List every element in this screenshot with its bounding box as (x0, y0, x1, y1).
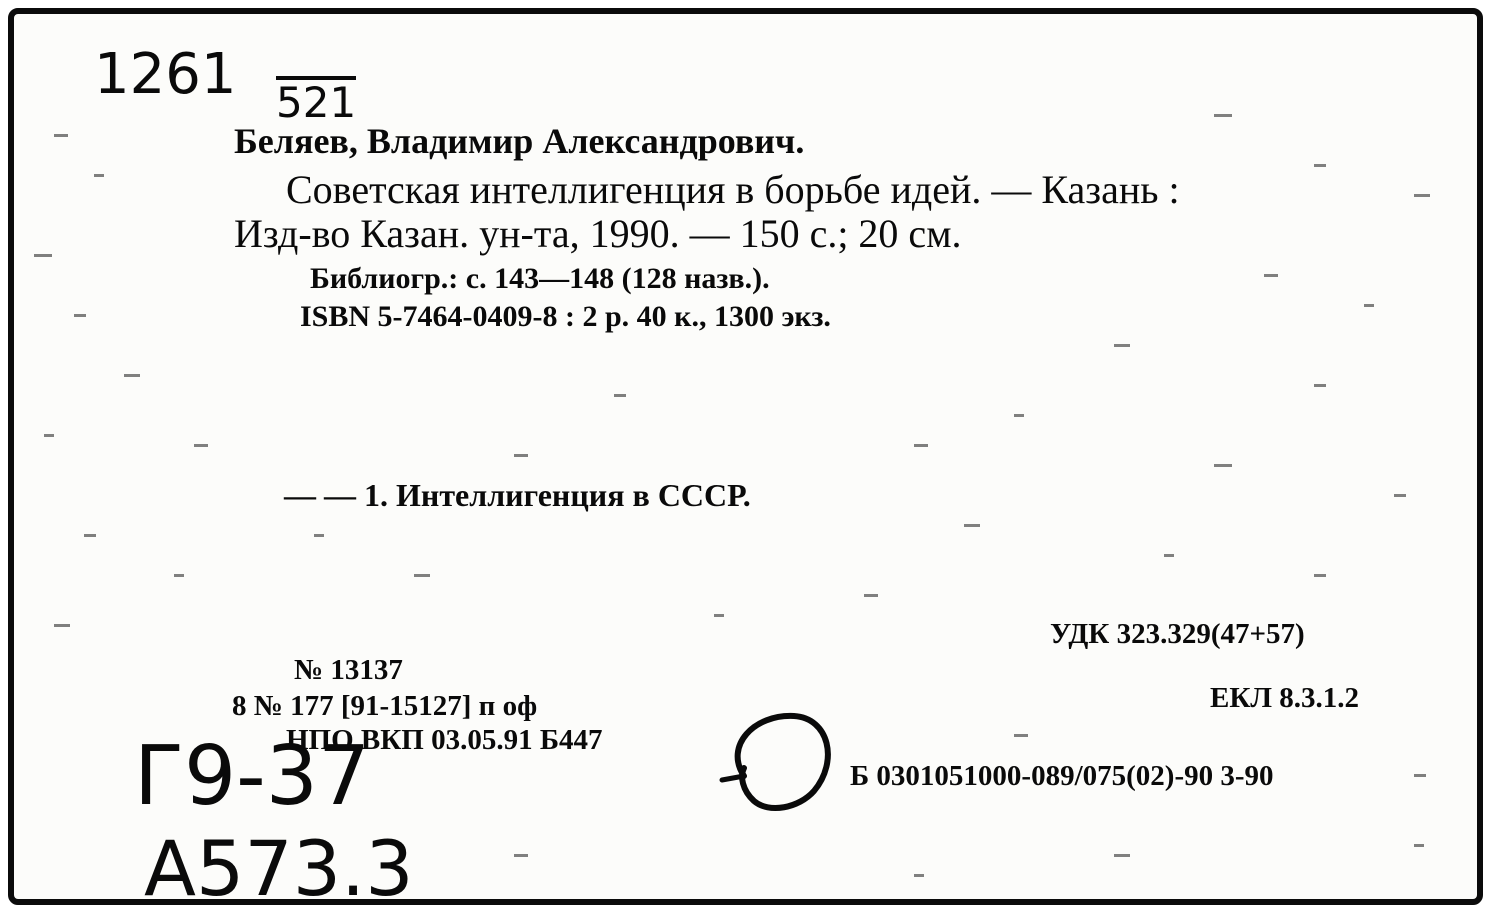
handwritten-code: 1261 (94, 42, 237, 107)
title-line-2: Изд-во Казан. ун-та, 1990. — 150 с.; 20 см. (234, 211, 962, 256)
subject-heading: — — 1. Интеллигенция в СССР. (284, 477, 751, 513)
circle-stamp-icon (714, 706, 844, 826)
catalog-card (8, 8, 1483, 905)
print-npo: НПО ВКП 03.05.91 Б447 (286, 724, 603, 756)
print-order: 8 № 177 [91-15127] п оф (232, 690, 538, 722)
ekl-code: ЕКЛ 8.3.1.2 (1210, 682, 1359, 714)
handwritten-code-sub: 521 (276, 78, 357, 127)
handwritten-shelf-mark-2: A573.3 (144, 824, 414, 905)
isbn-note: ISBN 5-7464-0409-8 : 2 р. 40 к., 1300 экз. (300, 300, 831, 333)
bibliography-note: Библиогр.: с. 143—148 (128 назв.). (310, 262, 770, 295)
title-line-1: Советская интеллигенция в борьбе идей. — Казань : (286, 167, 1180, 212)
b-code: Б 0301051000-089/075(02)-90 3-90 (850, 760, 1274, 792)
print-number: № 13137 (294, 654, 403, 686)
udk-code: УДК 323.329(47+57) (1050, 618, 1305, 650)
author-heading: Беляев, Владимир Александрович. (234, 121, 805, 161)
handwritten-shelf-mark: Г9-37 (134, 729, 371, 824)
